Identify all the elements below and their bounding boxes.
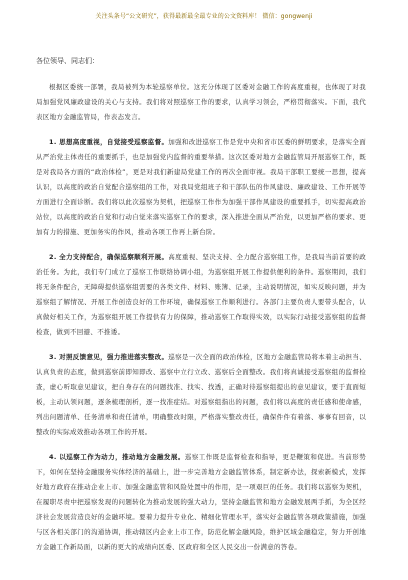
banner-text: 关注头条号“公文研究”，获得最新最全最专业的公文资料库！ 微信：gongwenji	[95, 13, 313, 20]
section-2-text: 高度重视、坚决支持、全力配合巡察组工作，是我局当前首要的政治任务。为此，我们专门成立了巡察工作联络协调小组，为巡察组开展工作提供便利的条件。巡察期间，我们将无条件配合，无障碍提供巡察组需要的各类文件、材料、账簿、记录，主动说明情况，如实反映问题，并为巡察组了解情况、开展工作创造良好的工作环境，确保巡察工作顺利进行。各部门主要负责人要带头配合，认真做好相关工作，为巡察组开展工作提供有力的保障，推动巡察工作取得实效，以实际行动接受巡察组的监督检查，做到不回避、不推诿。	[36, 253, 366, 336]
section-2-heading: 2. 全力支持配合，确保巡察顺利开展。	[49, 253, 169, 261]
header-banner	[0, 0, 408, 36]
section-3-heading: 3. 对照反馈意见，强力推进落实整改。	[49, 353, 169, 361]
intro-paragraph: 根据区委统一部署，我局被列为本轮巡察单位。这充分体现了区委对金融工作的高度重视，也体现了对我局加强党风廉政建设的关心与支持。我们将对照巡察工作的要求，认真学习领会，严格贯彻落实。下面，我代表区地方金融监管局，作表态发言。	[36, 83, 366, 121]
salutation: 各位领导、同志们：	[36, 57, 99, 65]
section-1-text: 加强和改进巡察工作是党中央和省市区委的鲜明要求，是落实全面从严治党主体责任的重要抓手，也是加强党内监督的重要举措。这次区委对地方金融监管局开展巡察工作，既是对我局各方面的“政治体检”，更是对我们新建局党建工作的再次全面审视。我局干部职工要统一思想，提高认识，以高度的政治自觉配合巡察组的工作，对我局党组班子和干部队伍的作风建设、廉政建设、工作开展等方面进行全面诊断。我们将以此次巡察为契机，把巡察工作作为加强干部作风建设的重要抓手，切实提高政治站位，以高度的政治自觉和行动自觉来落实巡察工作的要求，深入推进全面从严治党，以更加严格的要求、更加有力的措施、更加务实的作风，推动各项工作再上新台阶。	[36, 138, 366, 236]
section-4-paragraph	[36, 450, 366, 555]
section-3-text: 巡察是一次全面的政治体检，区地方金融监管局将本着主动担当、认真负责的态度，做到巡察前即知即改、巡察中立行立改、巡察后全面整改。我们将真诚接受巡察组的监督检查，虚心听取意见建议，把自身存在的问题找准、找实、找透，正确对待巡察组提出的意见建议，要于直面短板，主动认领问题，逐条梳理剖析，逐一找准症结。对巡察组指出的问题，我们将以高度的责任感和使命感，列出问题清单、任务清单和责任清单，明确整改时限，严格落实整改责任，确保件件有着落、事事有回音，以整改的实际成效推动各项工作的开展。	[36, 353, 366, 436]
document-body	[36, 80, 366, 565]
section-4-text: 巡察工作既是监督检查和指导，更是鞭策和促进。当前形势下，如何在坚持金融服务实体经济的基础上，进一步完善地方金融监管体系，制定新办法，探索新模式，发挥好地方政府在推动企业上市、加强金融监管和风险处置中的作用，是一项艰巨的任务。我们将以巡察为契机，在履职尽责中把巡察发现的问题转化为推动发展的强大动力，坚持金融监管和地方金融发展两手抓，为全区经济社会发展营造良好的金融环境。要着力提升专业化、精细化管理水平，落实好金融监管各项政策措施，加强与区各相关部门的沟通协调，推动辖区内企业上市工作，防范化解金融风险，维护区域金融稳定，努力开创地方金融工作新局面，以新的更大的成绩向区委、区政府和全区人民交出一份满意的答卷。	[36, 453, 366, 551]
section-1-heading: 1. 思想高度重视，自觉接受巡察监督。	[49, 138, 169, 146]
section-1-paragraph	[36, 135, 366, 240]
section-2-paragraph	[36, 250, 366, 340]
section-4-heading: 4. 以巡察工作为动力，推动地方金融发展。	[49, 453, 185, 461]
section-3-paragraph	[36, 350, 366, 440]
